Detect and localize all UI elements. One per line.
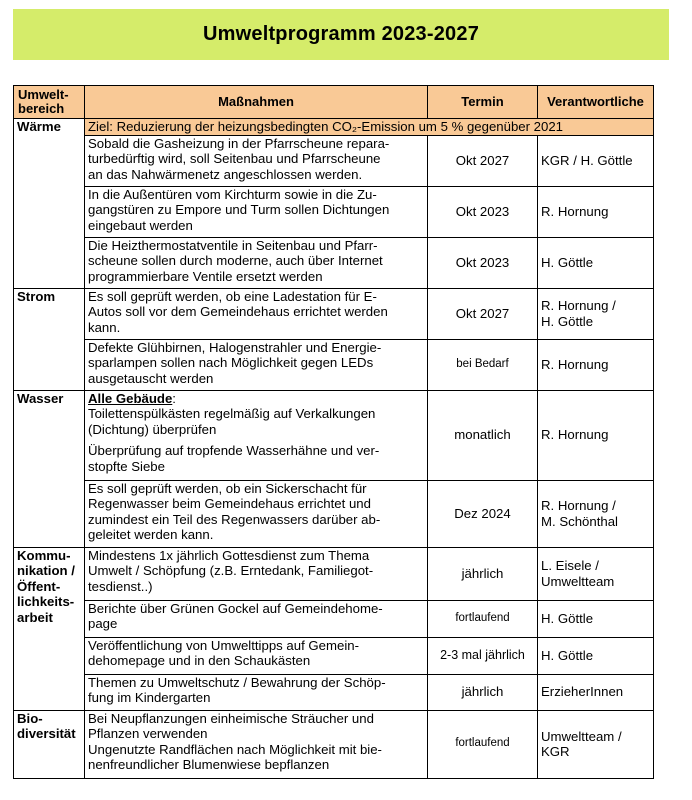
header-row [14,86,654,119]
page-title: Umweltprogramm 2023-2027 [202,23,480,45]
table-row [14,674,654,710]
measure-cell: Sobald die Gasheizung in der Pfarrscheune repara- turbedürftig wird, soll Seitenbau und Pfarrscheune an das Nahwärmenetz angeschlossen werden. [85,135,428,186]
responsible-cell: H. Göttle [538,237,654,288]
term-cell: Dez 2024 [428,480,538,547]
table-row [14,480,654,547]
responsible-cell: R. Hornung [538,390,654,480]
term-cell: Okt 2023 [428,237,538,288]
term-cell: jährlich [428,674,538,710]
measure-text: Toilettenspülkästen regelmäßig auf Verkalkungen (Dichtung) überprüfen [88,406,376,437]
environment-program-table [13,85,654,779]
responsible-cell: R. Hornung [538,339,654,390]
table-row [14,600,654,637]
table-row [14,135,654,186]
header-area: Umwelt- bereich [14,86,85,119]
responsible-cell: KGR / H. Göttle [538,135,654,186]
table-row [14,637,654,674]
measure-cell: Veröffentlichung von Umwelttipps auf Gemein- dehomepage und in den Schaukästen [85,637,428,674]
responsible-cell: R. Hornung [538,186,654,237]
term-cell: fortlaufend [428,710,538,778]
term-cell: 2-3 mal jährlich [428,637,538,674]
responsible-cell: Umweltteam / KGR [538,710,654,778]
measure-heading-line [88,391,424,407]
term-cell: fortlaufend [428,600,538,637]
header-term: Termin [428,86,538,119]
measure-cell: Die Heizthermostatventile in Seitenbau und Pfarr- scheune sollen durch moderne, auch über Internet programmierbare Ventile ersetzt werden [85,237,428,288]
measure-heading-colon: : [172,390,176,406]
table-row [14,547,654,600]
table-row [14,710,654,778]
responsible-cell: L. Eisele / Umweltteam [538,547,654,600]
area-strom: Strom [14,288,85,390]
responsible-cell: R. Hornung / H. Göttle [538,288,654,339]
measure-cell: Es soll geprüft werden, ob ein Sickerschacht für Regenwasser beim Gemeindehaus errichtet und zumindest ein Teil des Regenwassers darüber ab- geleitet werden kann. [85,480,428,547]
term-cell: Okt 2027 [428,135,538,186]
header-measures: Maßnahmen [85,86,428,119]
area-wasser: Wasser [14,390,85,547]
measure-cell: Mindestens 1x jährlich Gottesdienst zum Thema Umwelt / Schöpfung (z.B. Erntedank, Familiegot- tesdienst..) [85,547,428,600]
header-responsible: Verantwortliche [538,86,654,119]
measure-cell: Themen zu Umweltschutz / Bewahrung der Schöp- fung im Kindergarten [85,674,428,710]
measure-cell: In die Außentüren vom Kirchturm sowie in die Zu- gangstüren zu Empore und Turm sollen Dichtungen eingebaut werden [85,186,428,237]
responsible-cell: H. Göttle [538,600,654,637]
table-row [14,237,654,288]
measure-cell [85,390,428,480]
table-row [14,339,654,390]
goal-text: Ziel: Reduzierung der heizungsbedingten CO₂-Emission um 5 % gegenüber 2021 [85,119,654,136]
measure-cell: Berichte über Grünen Gockel auf Gemeindehome- page [85,600,428,637]
measure-text-2: Überprüfung auf tropfende Wasserhähne und ver- stopfte Siebe [88,443,380,474]
area-waerme: Wärme [14,119,85,289]
goal-row [14,119,654,136]
responsible-cell: R. Hornung / M. Schönthal [538,480,654,547]
area-kommunikation: Kommu- nikation / Öffent- lichkeits- arbeit [14,547,85,710]
measure-cell: Es soll geprüft werden, ob eine Ladestation für E- Autos soll vor dem Gemeindehaus errichtet werden kann. [85,288,428,339]
responsible-cell: ErzieherInnen [538,674,654,710]
term-cell: Okt 2023 [428,186,538,237]
term-cell: jährlich [428,547,538,600]
table-row [14,288,654,339]
responsible-cell: H. Göttle [538,637,654,674]
term-cell: monatlich [428,390,538,480]
term-cell: bei Bedarf [428,339,538,390]
area-biodiversitaet: Bio- diversität [14,710,85,778]
measure-heading: Alle Gebäude [88,390,173,406]
measure-cell: Defekte Glühbirnen, Halogenstrahler und Energie- sparlampen sollen nach Möglichkeit gegen LEDs ausgetauscht werden [85,339,428,390]
table-row [14,390,654,480]
table-row [14,186,654,237]
term-cell: Okt 2027 [428,288,538,339]
title-banner [13,9,669,60]
measure-cell: Bei Neupflanzungen einheimische Sträucher und Pflanzen verwenden Ungenutzte Randflächen nach Möglichkeit mit bie- nenfreundlicher Blumenwiese bepflanzen [85,710,428,778]
